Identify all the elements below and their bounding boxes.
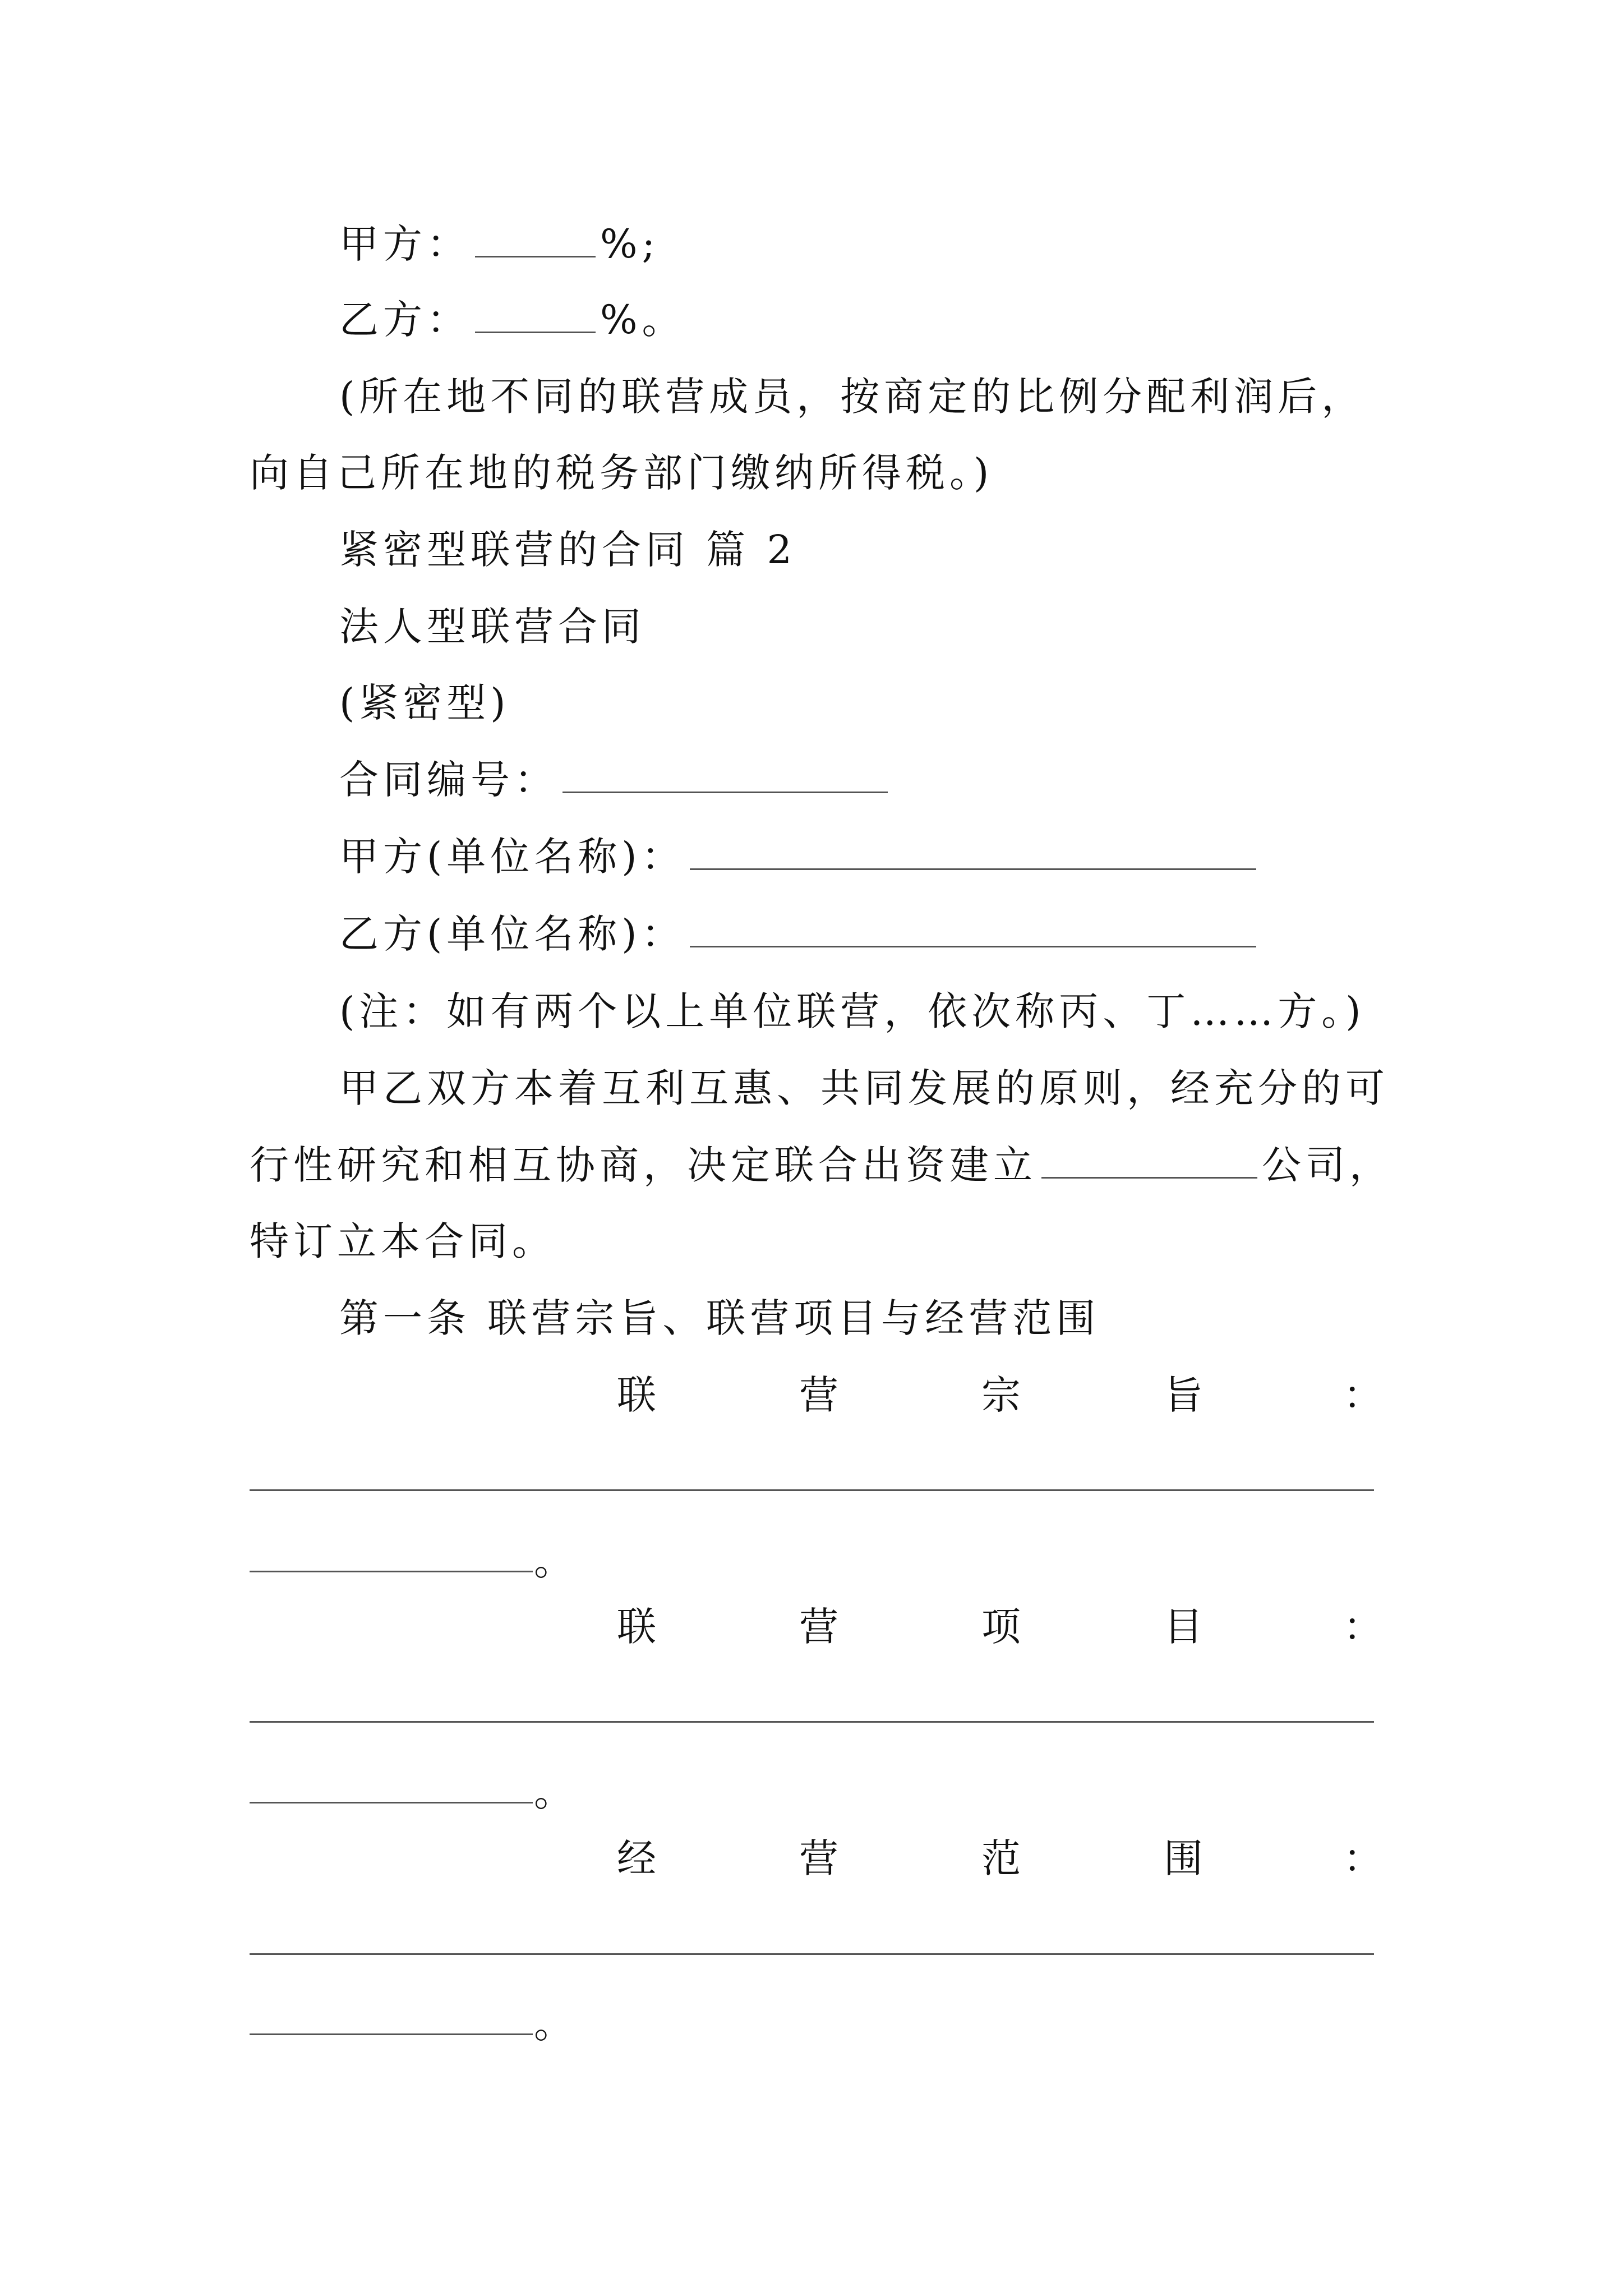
project-end: 。 bbox=[534, 1769, 578, 1815]
purpose-char-2: 营 bbox=[799, 1372, 838, 1418]
scope-char-4: 围 bbox=[1164, 1835, 1203, 1881]
party-a-share-blank[interactable] bbox=[475, 221, 596, 257]
purpose-char-4: 旨 bbox=[1164, 1372, 1203, 1418]
project-blank-line-2[interactable] bbox=[250, 1802, 533, 1803]
project-char-2: 营 bbox=[799, 1604, 838, 1650]
party-b-share-label: 乙方： bbox=[339, 297, 471, 343]
scope-char-2: 营 bbox=[799, 1835, 838, 1881]
project-char-4: 目 bbox=[1164, 1604, 1203, 1650]
scope-colon: ： bbox=[1343, 1835, 1382, 1881]
contract-number-blank[interactable] bbox=[562, 757, 888, 793]
project-blank-line-1[interactable] bbox=[250, 1721, 1374, 1723]
article1-heading: 第一条 联营宗旨、联营项目与经营范围 bbox=[339, 1295, 1100, 1341]
tax-note-line-1: (所在地不同的联营成员，按商定的比例分配利润后， bbox=[339, 374, 1366, 420]
party-a-share-suffix: %; bbox=[600, 221, 660, 267]
scope-blank-line-2[interactable] bbox=[250, 2033, 533, 2035]
party-a-name-line bbox=[339, 831, 1261, 882]
party-a-share-label: 甲方： bbox=[339, 221, 471, 267]
scope-blank-line-1[interactable] bbox=[250, 1953, 1374, 1955]
purpose-blank-line-2[interactable] bbox=[250, 1571, 533, 1572]
purpose-blank-line-1[interactable] bbox=[250, 1489, 1374, 1491]
party-a-name-label: 甲方(单位名称)： bbox=[339, 834, 685, 880]
purpose-char-3: 宗 bbox=[981, 1372, 1021, 1418]
preamble-line-1: 甲乙双方本着互利互惠、共同发展的原则，经充分的可 bbox=[339, 1065, 1389, 1111]
purpose-colon: ： bbox=[1343, 1372, 1382, 1418]
parties-note: (注：如有两个以上单位联营，依次称丙、丁……方。) bbox=[339, 988, 1366, 1034]
contract-type: (紧密型) bbox=[339, 680, 510, 726]
preamble-line-2-before: 行性研究和相互协商，决定联合出资建立 bbox=[250, 1142, 1037, 1188]
party-b-name-label: 乙方(单位名称)： bbox=[339, 911, 685, 957]
party-b-share-suffix: %。 bbox=[600, 297, 686, 343]
scope-char-3: 范 bbox=[981, 1835, 1021, 1881]
company-name-blank[interactable] bbox=[1041, 1142, 1257, 1179]
preamble-line-3: 特订立本合同。 bbox=[250, 1218, 556, 1264]
party-b-share-blank[interactable] bbox=[475, 297, 596, 333]
purpose-end: 。 bbox=[534, 1538, 578, 1584]
preamble-line-2 bbox=[250, 1140, 1393, 1190]
scope-char-1: 经 bbox=[617, 1835, 656, 1881]
contract-number-label: 合同编号： bbox=[339, 757, 558, 803]
party-a-name-blank[interactable] bbox=[690, 834, 1256, 870]
party-b-share-line bbox=[339, 295, 686, 345]
project-char-1: 联 bbox=[617, 1604, 656, 1650]
party-b-name-blank[interactable] bbox=[690, 911, 1256, 947]
project-char-3: 项 bbox=[981, 1604, 1021, 1650]
contract-title: 法人型联营合同 bbox=[339, 604, 645, 650]
project-colon: ： bbox=[1343, 1604, 1382, 1650]
party-b-name-line bbox=[339, 909, 1261, 959]
preamble-line-2-after: 公司， bbox=[1262, 1142, 1393, 1188]
tax-note-line-2: 向自己所在地的税务部门缴纳所得税。) bbox=[250, 450, 994, 496]
contract-number-line bbox=[339, 754, 892, 805]
party-a-share-line bbox=[339, 219, 660, 269]
scope-end: 。 bbox=[534, 2001, 578, 2047]
section-heading: 紧密型联营的合同 篇 2 bbox=[339, 527, 797, 573]
purpose-char-1: 联 bbox=[617, 1372, 656, 1418]
